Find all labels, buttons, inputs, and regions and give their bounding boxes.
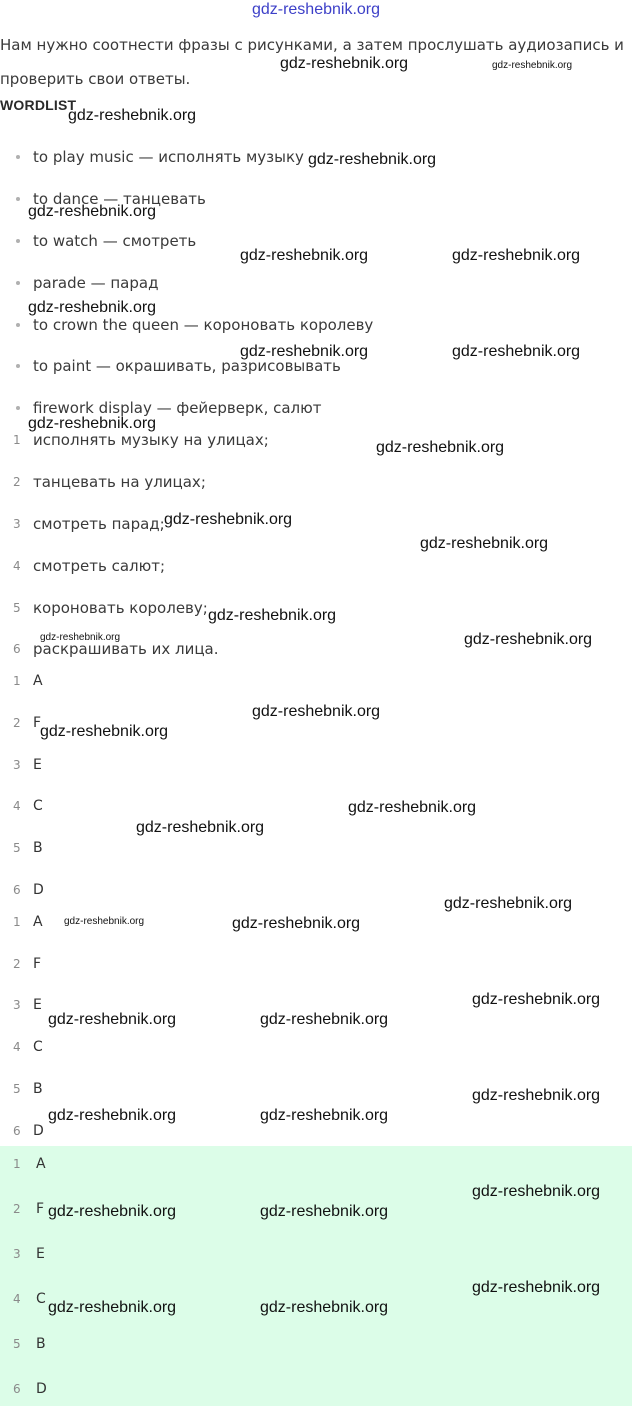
watermark: gdz-reshebnik.org	[472, 991, 601, 1008]
watermark: gdz-reshebnik.org	[48, 1203, 177, 1220]
watermark: gdz-reshebnik.org	[452, 247, 581, 264]
watermark: gdz-reshebnik.org	[472, 1087, 601, 1104]
bullet-icon	[16, 197, 20, 201]
bullet-icon	[16, 364, 20, 368]
bullet-icon	[16, 155, 20, 159]
watermark: gdz-reshebnik.org	[260, 1107, 389, 1124]
bullet-icon	[16, 281, 20, 285]
watermark: gdz-reshebnik.org	[280, 55, 409, 72]
watermark: gdz-reshebnik.org	[136, 819, 265, 836]
watermark: gdz-reshebnik.org	[260, 1203, 389, 1220]
wordlist-heading: WORDLIST	[0, 97, 77, 113]
watermark: gdz-reshebnik.org	[164, 511, 293, 528]
watermark: gdz-reshebnik.org	[68, 107, 197, 124]
site-title: gdz-reshebnik.org	[251, 1, 381, 18]
watermark: gdz-reshebnik.org	[240, 343, 369, 360]
bullet-icon	[16, 323, 20, 327]
watermark: gdz-reshebnik.org	[240, 247, 369, 264]
watermark: gdz-reshebnik.org	[472, 1279, 601, 1296]
watermark: gdz-reshebnik.org	[64, 916, 145, 927]
watermark: gdz-reshebnik.org	[452, 343, 581, 360]
watermark: gdz-reshebnik.org	[492, 60, 573, 71]
watermark: gdz-reshebnik.org	[48, 1107, 177, 1124]
watermark: gdz-reshebnik.org	[40, 723, 169, 740]
watermark: gdz-reshebnik.org	[48, 1011, 177, 1028]
watermark: gdz-reshebnik.org	[260, 1011, 389, 1028]
watermark: gdz-reshebnik.org	[376, 439, 505, 456]
watermark: gdz-reshebnik.org	[464, 631, 593, 648]
watermark: gdz-reshebnik.org	[40, 632, 121, 643]
bullet-icon	[16, 406, 20, 410]
watermark: gdz-reshebnik.org	[208, 607, 337, 624]
watermark: gdz-reshebnik.org	[28, 415, 157, 432]
watermark: gdz-reshebnik.org	[48, 1299, 177, 1316]
watermark: gdz-reshebnik.org	[28, 203, 157, 220]
watermark: gdz-reshebnik.org	[420, 535, 549, 552]
watermark: gdz-reshebnik.org	[252, 703, 381, 720]
watermark: gdz-reshebnik.org	[260, 1299, 389, 1316]
watermark: gdz-reshebnik.org	[348, 799, 477, 816]
intro-text: Нам нужно соотнести фразы с рисунками, а затем прослушать аудиозапись и проверить свои ответы.	[0, 36, 624, 88]
watermark: gdz-reshebnik.org	[472, 1183, 601, 1200]
watermark: gdz-reshebnik.org	[232, 915, 361, 932]
bullet-icon	[16, 239, 20, 243]
watermark: gdz-reshebnik.org	[444, 895, 573, 912]
watermark: gdz-reshebnik.org	[28, 299, 157, 316]
watermark: gdz-reshebnik.org	[308, 151, 437, 168]
